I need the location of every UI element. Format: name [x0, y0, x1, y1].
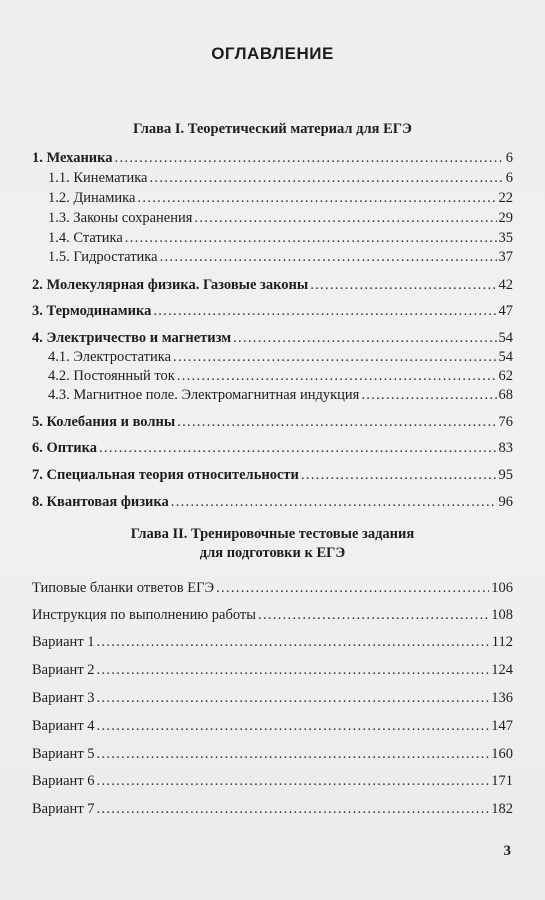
toc-entry: Вариант 2 ..... 124 — [32, 660, 513, 680]
toc-entry: 1.2. Динамика ..... 22 — [48, 188, 513, 208]
toc-entry: 4.3. Магнитное поле. Электромагнитная индукция ..... 68 — [48, 385, 513, 405]
toc-entry: 3. Термодинамика ..... 47 — [32, 301, 513, 321]
page-title: ОГЛАВЛЕНИЕ — [211, 44, 334, 63]
toc-entry: 1.1. Кинематика ..... 6 — [48, 168, 513, 188]
toc-entry: 4.2. Постоянный ток ..... 62 — [48, 366, 513, 386]
toc-entry: Вариант 6 ..... 171 — [32, 771, 513, 791]
toc-entry: Вариант 5 ..... 160 — [32, 744, 513, 764]
toc-entry: 8. Квантовая физика ..... 96 — [32, 492, 513, 512]
chapter-1-heading: Глава I. Теоретический материал для ЕГЭ — [133, 121, 412, 137]
toc-entry: Инструкция по выполнению работы ..... 108 — [32, 605, 513, 625]
chapter-2-heading-line-2: для подготовки к ЕГЭ — [199, 545, 346, 561]
toc-entry: Вариант 1 ..... 112 — [32, 632, 513, 652]
toc-entry: 7. Специальная теория относительности ..... 95 — [32, 465, 513, 485]
toc-entry: 5. Колебания и волны ..... 76 — [32, 412, 513, 432]
toc-entry: 4.1. Электростатика ..... 54 — [48, 347, 513, 367]
toc-entry: 2. Молекулярная физика. Газовые законы ..... 42 — [32, 275, 513, 295]
toc-entry: 1.3. Законы сохранения ..... 29 — [48, 208, 513, 228]
toc-entry: 6. Оптика ..... 83 — [32, 438, 513, 458]
toc-entry: Типовые бланки ответов ЕГЭ ..... 106 — [32, 578, 513, 598]
toc-entry: 4. Электричество и магнетизм ..... 54 — [32, 328, 513, 348]
toc-entry: Вариант 4 ..... 147 — [32, 716, 513, 736]
toc-entry: 1. Механика ..... 6 — [32, 148, 513, 168]
toc-entry: Вариант 3 ..... 136 — [32, 688, 513, 708]
page-number: 3 — [503, 843, 511, 859]
toc-entry: 1.4. Статика ..... 35 — [48, 228, 513, 248]
chapter-2-heading-line-1: Глава II. Тренировочные тестовые задания — [130, 526, 415, 542]
toc-entry: 1.5. Гидростатика ..... 37 — [48, 247, 513, 267]
toc-entry: Вариант 7 ..... 182 — [32, 799, 513, 819]
